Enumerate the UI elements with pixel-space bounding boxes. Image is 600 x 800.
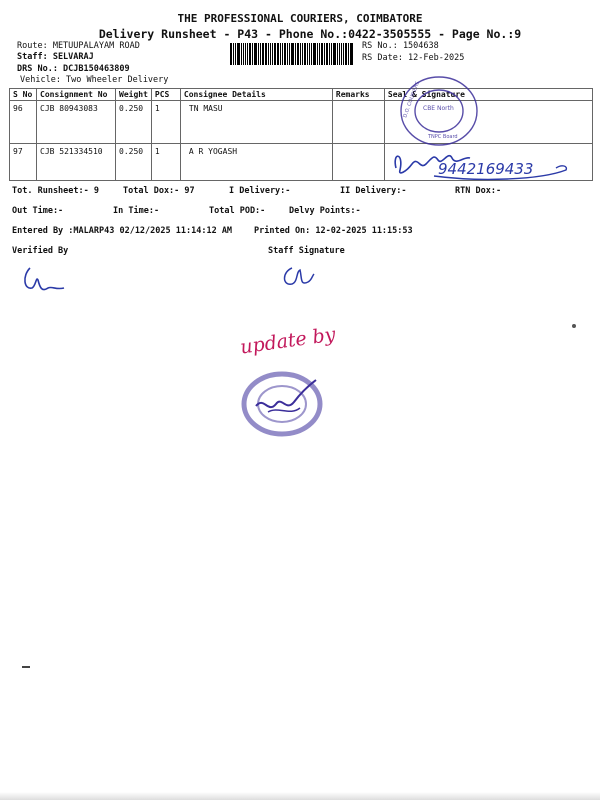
col-header-weight: Weight (116, 89, 152, 101)
col-header-seal: Seal & Signature (384, 89, 592, 101)
round-stamp (238, 366, 330, 438)
staff-signature (278, 260, 318, 292)
verified-by-signature (20, 262, 70, 296)
cell-remarks (332, 144, 384, 181)
handwritten-signature-phone (390, 146, 570, 190)
company-title: THE PROFESSIONAL COURIERS, COIMBATORE (177, 12, 423, 25)
total-dox: Total Dox:- 97 (123, 186, 195, 196)
cell-sno: 96 (10, 101, 37, 144)
speck-mark (22, 666, 30, 668)
delvy-points: Delvy Points:- (289, 206, 361, 216)
staff-signature-label: Staff Signature (268, 246, 345, 256)
page-bottom-edge (0, 792, 600, 800)
out-time: Out Time:- (12, 206, 64, 216)
total-pod: Total POD:- (209, 206, 266, 216)
rs-number: RS No.: 1504638 (362, 41, 439, 51)
col-header-pcs: PCS (151, 89, 180, 101)
col-header-consignee: Consignee Details (180, 89, 332, 101)
rs-date: RS Date: 12-Feb-2025 (362, 53, 465, 63)
runsheet-title: Delivery Runsheet - P43 - Phone No.:0422-3505555 - Page No.:9 (98, 27, 522, 41)
cell-consignment: CJB 521334510 (37, 144, 116, 181)
staff-label: Staff: SELVARAJ (17, 52, 94, 62)
col-header-remarks: Remarks (332, 89, 384, 101)
cell-remarks (332, 101, 384, 144)
handwritten-note: update by (238, 323, 337, 359)
drs-number: DRS No.: DCJB150463809 (17, 64, 130, 74)
rtn-dox: RTN Dox:- (455, 186, 502, 196)
svg-text:TNPC Board: TNPC Board (428, 134, 458, 140)
svg-text:CBE North: CBE North (423, 105, 454, 112)
ii-delivery: II Delivery:- (340, 186, 407, 196)
table-row (10, 101, 593, 144)
total-runsheet: Tot. Runsheet:- 9 (12, 186, 99, 196)
entered-by: Entered By :MALARP43 02/12/2025 11:14:12 AM (12, 226, 233, 236)
cell-pcs: 1 (151, 101, 180, 144)
cell-weight: 0.250 (116, 144, 152, 181)
cell-consignee: TN MASU (180, 101, 332, 144)
svg-text:D.O. COURIERS: D.O. COURIERS (402, 80, 421, 119)
cell-pcs: 1 (151, 144, 180, 181)
vehicle-label: Vehicle: Two Wheeler Delivery (20, 75, 169, 85)
cell-consignment: CJB 80943083 (37, 101, 116, 144)
col-header-consignment: Consignment No (37, 89, 116, 101)
speck-mark (572, 324, 576, 328)
route-label: Route: METUUPALAYAM ROAD (17, 41, 140, 51)
printed-on: Printed On: 12-02-2025 11:15:53 (254, 226, 413, 236)
cell-weight: 0.250 (116, 101, 152, 144)
courier-seal-stamp (398, 74, 480, 148)
table-header-row (10, 89, 593, 101)
in-time: In Time:- (113, 206, 160, 216)
verified-by-label: Verified By (12, 246, 69, 256)
cell-sno: 97 (10, 144, 37, 181)
col-header-sno: S No (10, 89, 37, 101)
cell-consignee: A R YOGASH (180, 144, 332, 181)
i-delivery: I Delivery:- (229, 186, 291, 196)
handwritten-phone: 9442169433 (438, 160, 534, 178)
barcode (230, 43, 354, 65)
